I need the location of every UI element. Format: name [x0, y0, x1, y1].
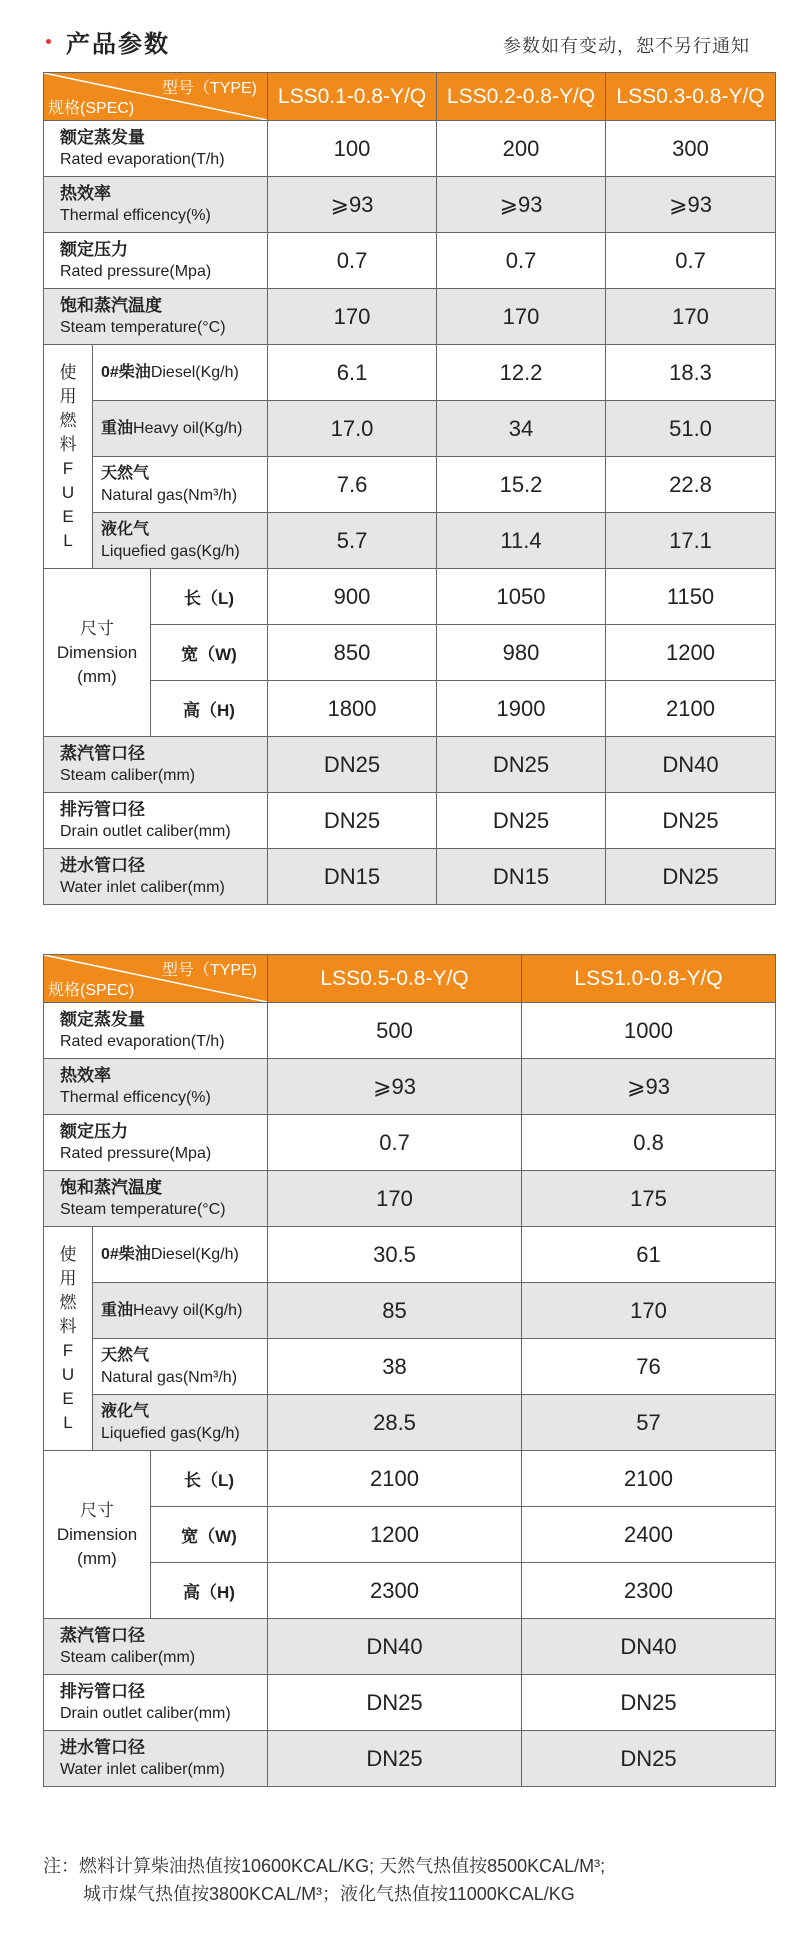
dimension-unit: (mm) — [77, 666, 117, 686]
value-cell: ⩾93 — [437, 177, 606, 233]
change-notice: 参数如有变动，恕不另行通知 — [503, 36, 750, 56]
label-en: Steam caliber(mm) — [60, 1648, 196, 1666]
spec-label: 规格(SPEC) — [48, 982, 135, 999]
fuel-row — [44, 345, 776, 401]
value-cell: 0.7 — [437, 233, 606, 289]
fuel-group-char: 使 — [59, 362, 77, 382]
fuel-group-char: E — [62, 1388, 74, 1408]
fuel-group-char: F — [62, 1340, 74, 1360]
fuel-type-label — [93, 1339, 268, 1395]
label-cn: 热效率 — [60, 183, 111, 203]
fuel-group-char: 用 — [59, 1268, 77, 1288]
label-en: Thermal efficency(%) — [60, 206, 211, 224]
label-en: Thermal efficency(%) — [60, 1088, 211, 1106]
row-label — [44, 121, 268, 177]
spec-table-1 — [43, 72, 776, 905]
value-cell: 850 — [268, 625, 437, 681]
fuel-row — [44, 457, 776, 513]
header-row — [44, 73, 776, 121]
dimension-axis-label: 长（L) — [151, 569, 268, 625]
value-cell: DN25 — [606, 849, 776, 905]
spec-row — [44, 233, 776, 289]
dimension-cn: 尺寸 — [80, 1500, 114, 1520]
label-cn: 额定蒸发量 — [60, 127, 145, 147]
type-label: 型号（TYPE) — [161, 80, 258, 97]
fuel-cn: 天然气 — [101, 464, 150, 482]
value-cell: 170 — [268, 1171, 522, 1227]
value-cell: 0.7 — [268, 233, 437, 289]
fuel-row — [44, 401, 776, 457]
row-label — [44, 737, 268, 793]
fuel-group-char: L — [63, 1412, 73, 1432]
label-cn: 进水管口径 — [60, 855, 145, 875]
label-en: Rated pressure(Mpa) — [60, 262, 212, 280]
value-cell: 1200 — [606, 625, 776, 681]
fuel-cn: 0#柴油 — [101, 1245, 151, 1263]
label-cn: 蒸汽管口径 — [60, 743, 145, 763]
fuel-type-label — [93, 1227, 268, 1283]
value-cell: 38 — [268, 1339, 522, 1395]
value-cell: ⩾93 — [606, 177, 776, 233]
spec-label: 规格(SPEC) — [48, 100, 135, 117]
dimension-row — [44, 1563, 776, 1619]
value-cell: 170 — [437, 289, 606, 345]
value-cell: DN15 — [437, 849, 606, 905]
fuel-cn: 液化气 — [101, 520, 150, 538]
fuel-cn: 液化气 — [101, 1402, 150, 1420]
dimension-row — [44, 1451, 776, 1507]
label-en: Rated pressure(Mpa) — [60, 1144, 212, 1162]
spec-row — [44, 737, 776, 793]
value-cell: 15.2 — [437, 457, 606, 513]
spec-row — [44, 1059, 776, 1115]
fuel-cn: 重油 — [101, 1301, 134, 1319]
fuel-row — [44, 1395, 776, 1451]
label-cn: 额定蒸发量 — [60, 1009, 145, 1029]
fuel-group-char: U — [61, 482, 75, 502]
value-cell: 170 — [606, 289, 776, 345]
value-cell: 0.7 — [606, 233, 776, 289]
spec-table-2 — [43, 954, 776, 1787]
value-cell: DN40 — [268, 1619, 522, 1675]
dimension-row — [44, 1507, 776, 1563]
value-cell: 51.0 — [606, 401, 776, 457]
fuel-row — [44, 513, 776, 569]
value-cell: 200 — [437, 121, 606, 177]
fuel-en: Liquefied gas(Kg/h) — [101, 542, 240, 560]
spec-row — [44, 1003, 776, 1059]
value-cell: DN25 — [606, 793, 776, 849]
value-cell: 30.5 — [268, 1227, 522, 1283]
dimension-cn: 尺寸 — [80, 618, 114, 638]
label-cn: 进水管口径 — [60, 1737, 145, 1757]
type-label: 型号（TYPE) — [161, 962, 258, 979]
value-cell: 170 — [268, 289, 437, 345]
row-label — [44, 1675, 268, 1731]
fuel-en: Natural gas(Nm³/h) — [101, 486, 238, 504]
fuel-en: Heavy oil(Kg/h) — [133, 419, 243, 437]
spec-type-corner — [44, 955, 268, 1003]
fuel-group-char: 料 — [59, 434, 77, 454]
row-label — [44, 793, 268, 849]
label-en: Water inlet caliber(mm) — [60, 1760, 225, 1778]
label-cn: 额定压力 — [60, 239, 128, 259]
value-cell: 11.4 — [437, 513, 606, 569]
value-cell: 7.6 — [268, 457, 437, 513]
value-cell: 175 — [522, 1171, 776, 1227]
label-en: Rated evaporation(T/h) — [60, 1032, 225, 1050]
label-cn: 额定压力 — [60, 1121, 128, 1141]
value-cell: DN25 — [522, 1731, 776, 1787]
value-cell: ⩾93 — [522, 1059, 776, 1115]
value-cell: 18.3 — [606, 345, 776, 401]
row-label — [44, 1059, 268, 1115]
value-cell: 34 — [437, 401, 606, 457]
fuel-group-char: 料 — [59, 1316, 77, 1336]
fuel-type-label — [93, 345, 268, 401]
spec-row — [44, 793, 776, 849]
value-cell: 76 — [522, 1339, 776, 1395]
row-label — [44, 1171, 268, 1227]
spec-row — [44, 121, 776, 177]
value-cell: 300 — [606, 121, 776, 177]
label-cn: 热效率 — [60, 1065, 111, 1085]
fuel-type-label — [93, 457, 268, 513]
dimension-group-label — [44, 569, 151, 737]
dimension-row — [44, 625, 776, 681]
value-cell: 1000 — [522, 1003, 776, 1059]
value-cell: DN40 — [522, 1619, 776, 1675]
value-cell: 2100 — [268, 1451, 522, 1507]
fuel-type-label — [93, 401, 268, 457]
label-en: Water inlet caliber(mm) — [60, 878, 225, 896]
page-title: 产品参数 — [66, 31, 170, 58]
model-header: LSS0.5-0.8-Y/Q — [268, 955, 522, 1003]
row-label — [44, 233, 268, 289]
fuel-group-label — [44, 1227, 93, 1451]
model-header: LSS1.0-0.8-Y/Q — [522, 955, 776, 1003]
fuel-row — [44, 1283, 776, 1339]
row-label — [44, 289, 268, 345]
row-label — [44, 1115, 268, 1171]
dimension-axis-label: 宽（W) — [151, 625, 268, 681]
value-cell: 17.1 — [606, 513, 776, 569]
value-cell: DN25 — [268, 1675, 522, 1731]
value-cell: 2300 — [522, 1563, 776, 1619]
fuel-group-char: 燃 — [59, 1292, 77, 1312]
fuel-group-char: E — [62, 506, 74, 526]
label-en: Drain outlet caliber(mm) — [60, 1704, 231, 1722]
dimension-axis-label: 高（H) — [151, 681, 268, 737]
spec-row — [44, 849, 776, 905]
value-cell: DN25 — [437, 737, 606, 793]
model-header: LSS0.3-0.8-Y/Q — [606, 73, 776, 121]
fuel-group-label — [44, 345, 93, 569]
value-cell: 1900 — [437, 681, 606, 737]
row-label — [44, 849, 268, 905]
value-cell: 100 — [268, 121, 437, 177]
spec-row — [44, 1171, 776, 1227]
row-label — [44, 177, 268, 233]
value-cell: DN25 — [268, 1731, 522, 1787]
value-cell: 2100 — [522, 1451, 776, 1507]
value-cell: 900 — [268, 569, 437, 625]
dimension-axis-label: 长（L) — [151, 1451, 268, 1507]
dimension-axis-label: 宽（W) — [151, 1507, 268, 1563]
value-cell: ⩾93 — [268, 1059, 522, 1115]
value-cell: 0.7 — [268, 1115, 522, 1171]
label-en: Steam temperature(°C) — [60, 1200, 226, 1218]
label-cn: 蒸汽管口径 — [60, 1625, 145, 1645]
value-cell: 1050 — [437, 569, 606, 625]
label-cn: 饱和蒸汽温度 — [60, 295, 162, 315]
model-header: LSS0.1-0.8-Y/Q — [268, 73, 437, 121]
label-en: Steam caliber(mm) — [60, 766, 196, 784]
dimension-row — [44, 681, 776, 737]
value-cell: 28.5 — [268, 1395, 522, 1451]
value-cell: ⩾93 — [268, 177, 437, 233]
fuel-group-char: F — [62, 458, 74, 478]
fuel-en: Heavy oil(Kg/h) — [133, 1301, 243, 1319]
fuel-en: Diesel(Kg/h) — [150, 363, 239, 381]
row-label — [44, 1731, 268, 1787]
spec-row — [44, 1115, 776, 1171]
value-cell: 17.0 — [268, 401, 437, 457]
value-cell: 22.8 — [606, 457, 776, 513]
fuel-en: Diesel(Kg/h) — [150, 1245, 239, 1263]
fuel-cn: 重油 — [101, 419, 134, 437]
value-cell: 980 — [437, 625, 606, 681]
value-cell: 57 — [522, 1395, 776, 1451]
label-cn: 排污管口径 — [60, 799, 145, 819]
fuel-type-label — [93, 513, 268, 569]
fuel-en: Natural gas(Nm³/h) — [101, 1368, 238, 1386]
fuel-type-label — [93, 1283, 268, 1339]
value-cell: DN40 — [606, 737, 776, 793]
value-cell: 61 — [522, 1227, 776, 1283]
spec-type-corner — [44, 73, 268, 121]
header-row — [44, 955, 776, 1003]
fuel-group-char: 用 — [59, 386, 77, 406]
spec-row — [44, 289, 776, 345]
dimension-axis-label: 高（H) — [151, 1563, 268, 1619]
label-cn: 饱和蒸汽温度 — [60, 1177, 162, 1197]
value-cell: 1800 — [268, 681, 437, 737]
value-cell: DN25 — [268, 793, 437, 849]
dimension-en: Dimension — [56, 642, 138, 662]
footnote — [43, 1852, 605, 1908]
value-cell: DN15 — [268, 849, 437, 905]
value-cell: 1150 — [606, 569, 776, 625]
value-cell: 2300 — [268, 1563, 522, 1619]
label-cn: 排污管口径 — [60, 1681, 145, 1701]
fuel-group-char: 使 — [59, 1244, 77, 1264]
value-cell: 1200 — [268, 1507, 522, 1563]
spec-row — [44, 1675, 776, 1731]
value-cell: 5.7 — [268, 513, 437, 569]
fuel-en: Liquefied gas(Kg/h) — [101, 1424, 240, 1442]
value-cell: 12.2 — [437, 345, 606, 401]
value-cell: 170 — [522, 1283, 776, 1339]
dimension-group-label — [44, 1451, 151, 1619]
fuel-row — [44, 1227, 776, 1283]
bullet-dot-icon — [46, 39, 51, 44]
value-cell: 500 — [268, 1003, 522, 1059]
value-cell: 6.1 — [268, 345, 437, 401]
model-header: LSS0.2-0.8-Y/Q — [437, 73, 606, 121]
fuel-row — [44, 1339, 776, 1395]
fuel-type-label — [93, 1395, 268, 1451]
spec-row — [44, 1619, 776, 1675]
label-en: Drain outlet caliber(mm) — [60, 822, 231, 840]
row-label — [44, 1619, 268, 1675]
fuel-cn: 天然气 — [101, 1346, 150, 1364]
label-en: Steam temperature(°C) — [60, 318, 226, 336]
value-cell: 2100 — [606, 681, 776, 737]
value-cell: 0.8 — [522, 1115, 776, 1171]
fuel-group-char: 燃 — [59, 410, 77, 430]
fuel-group-char: U — [61, 1364, 75, 1384]
value-cell: DN25 — [522, 1675, 776, 1731]
page-header — [0, 0, 790, 70]
dimension-unit: (mm) — [77, 1548, 117, 1568]
fuel-group-char: L — [63, 530, 73, 550]
footnote-line-2: 城市煤气热值按3800KCAL/M³；液化气热值按11000KCAL/KG — [83, 1884, 575, 1904]
fuel-cn: 0#柴油 — [101, 363, 151, 381]
label-en: Rated evaporation(T/h) — [60, 150, 225, 168]
value-cell: 2400 — [522, 1507, 776, 1563]
dimension-row — [44, 569, 776, 625]
dimension-en: Dimension — [56, 1524, 138, 1544]
footnote-line-1: 注：燃料计算柴油热值按10600KCAL/KG; 天然气热值按8500KCAL/M³; — [43, 1856, 606, 1876]
value-cell: 85 — [268, 1283, 522, 1339]
spec-row — [44, 1731, 776, 1787]
spec-row — [44, 177, 776, 233]
value-cell: DN25 — [268, 737, 437, 793]
row-label — [44, 1003, 268, 1059]
value-cell: DN25 — [437, 793, 606, 849]
